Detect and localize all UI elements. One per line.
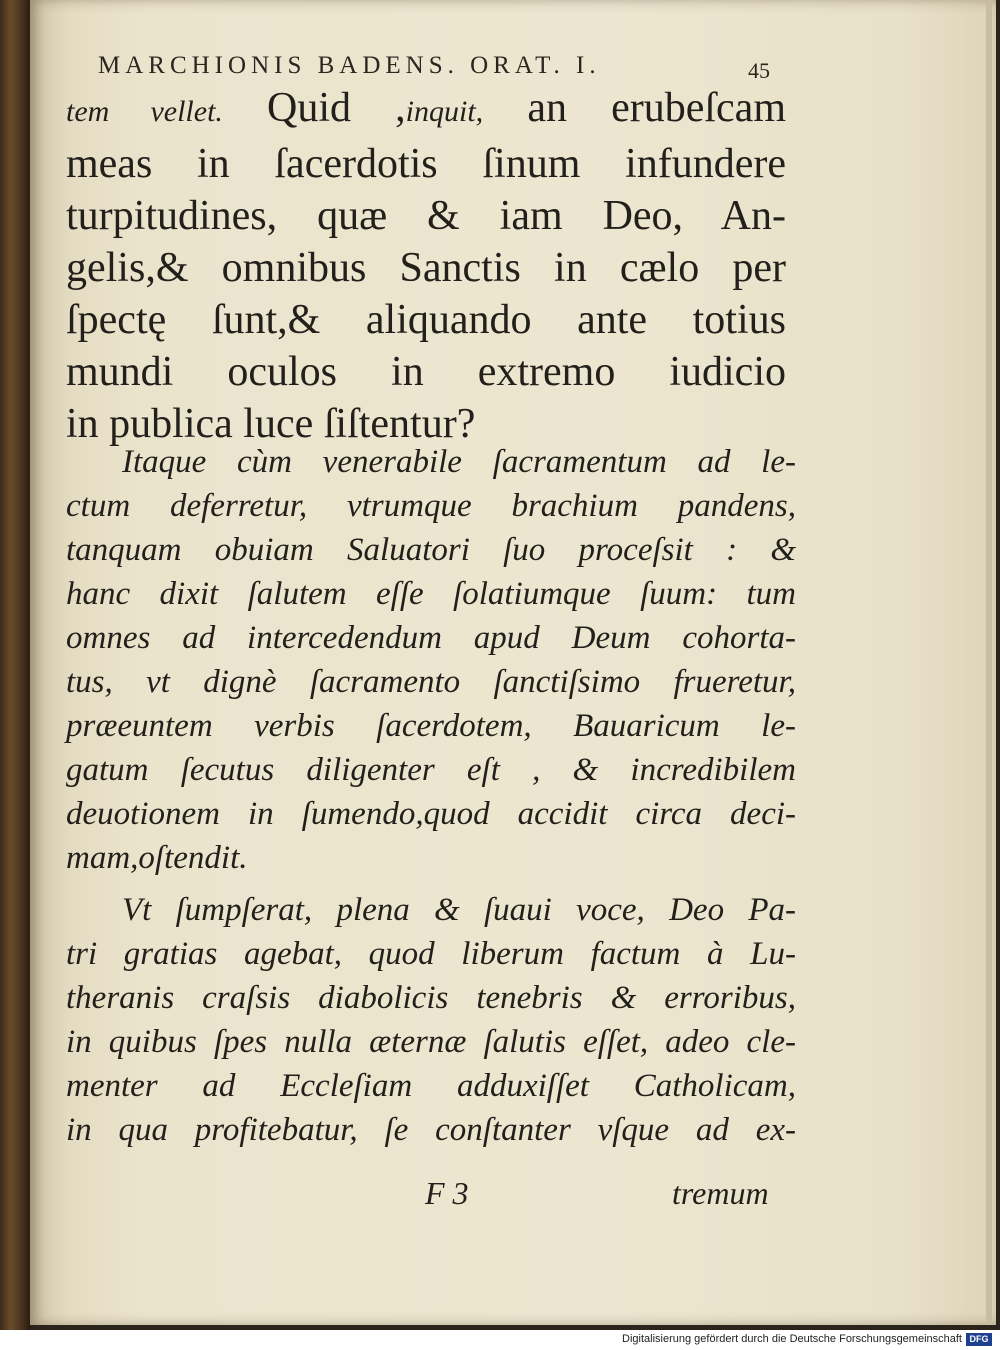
page-number: 45	[748, 58, 770, 83]
text-line: in quibus ſpes nulla æternæ ſalutis eſſet, adeo cle-	[66, 1024, 796, 1060]
text-line: omnes ad intercedendum apud Deum cohorta-	[66, 620, 796, 656]
text-line: deuotionem in ſumendo,quod accidit circa deci-	[66, 796, 796, 832]
text-line: menter ad Eccleſiam adduxiſſet Catholicam,	[66, 1068, 796, 1104]
paragraph-gap	[66, 880, 796, 888]
text-line: tri gratias agebat, quod liberum factum à Lu-	[66, 936, 796, 972]
text-line: in qua profitebatur, ſe conſtanter vſque ad ex-	[66, 1112, 796, 1148]
funding-credit: Digitalisierung gefördert durch die Deutsche Forschungsgemeinschaft	[622, 1333, 962, 1345]
paragraph-first-line: Vt ſumpſerat, plena & ſuaui voce, Deo Pa-	[122, 892, 796, 928]
italic-text-block	[66, 440, 796, 1152]
text-line: turpitudines, quæ & iam Deo, An-	[66, 193, 786, 239]
text-fragment: an erubeſcam	[483, 85, 786, 131]
text-line: gelis,& omnibus Sanctis in cælo per	[66, 245, 786, 291]
signature-mark: F 3	[425, 1175, 469, 1211]
italic-fragment: tem vellet.	[66, 95, 223, 128]
text-line: meas in ſacerdotis ſinum infundere	[66, 141, 786, 187]
dfg-logo-icon: DFG	[966, 1333, 992, 1346]
page-edge	[986, 0, 992, 1325]
text-line: in publica luce ſiſtentur?	[66, 401, 476, 447]
text-line: gatum ſecutus diligenter eſt , & incredibilem	[66, 752, 796, 788]
text-line: præeuntem verbis ſacerdotem, Bauaricum le-	[66, 708, 796, 744]
book-binding	[0, 0, 30, 1330]
text-line: theranis craſsis diabolicis tenebris & erroribus,	[66, 980, 796, 1016]
catchword: tremum	[672, 1175, 769, 1211]
text-fragment: Quid ,	[222, 85, 406, 131]
text-line: mundi oculos in extremo iudicio	[66, 349, 786, 395]
text-line: ſpectę ſunt,& aliquando ante totius	[66, 297, 786, 343]
text-line: tus, vt dignè ſacramento ſanctiſsimo frueretur,	[66, 664, 796, 700]
text-line: mam,oſtendit.	[66, 840, 248, 876]
roman-text-block	[66, 82, 786, 450]
text-line: tanquam obuiam Saluatori ſuo proceſsit : &	[66, 532, 796, 568]
running-head: MARCHIONIS BADENS. ORAT. I.	[98, 52, 601, 79]
paragraph-first-line: Itaque cùm venerabile ſacramentum ad le-	[122, 444, 796, 480]
credit-bar	[0, 1330, 1000, 1350]
italic-fragment: inquit,	[405, 95, 484, 128]
text-line: ctum deferretur, vtrumque brachium pandens,	[66, 488, 796, 524]
text-line	[66, 82, 786, 138]
text-line: hanc dixit ſalutem eſſe ſolatiumque ſuum: tum	[66, 576, 796, 612]
